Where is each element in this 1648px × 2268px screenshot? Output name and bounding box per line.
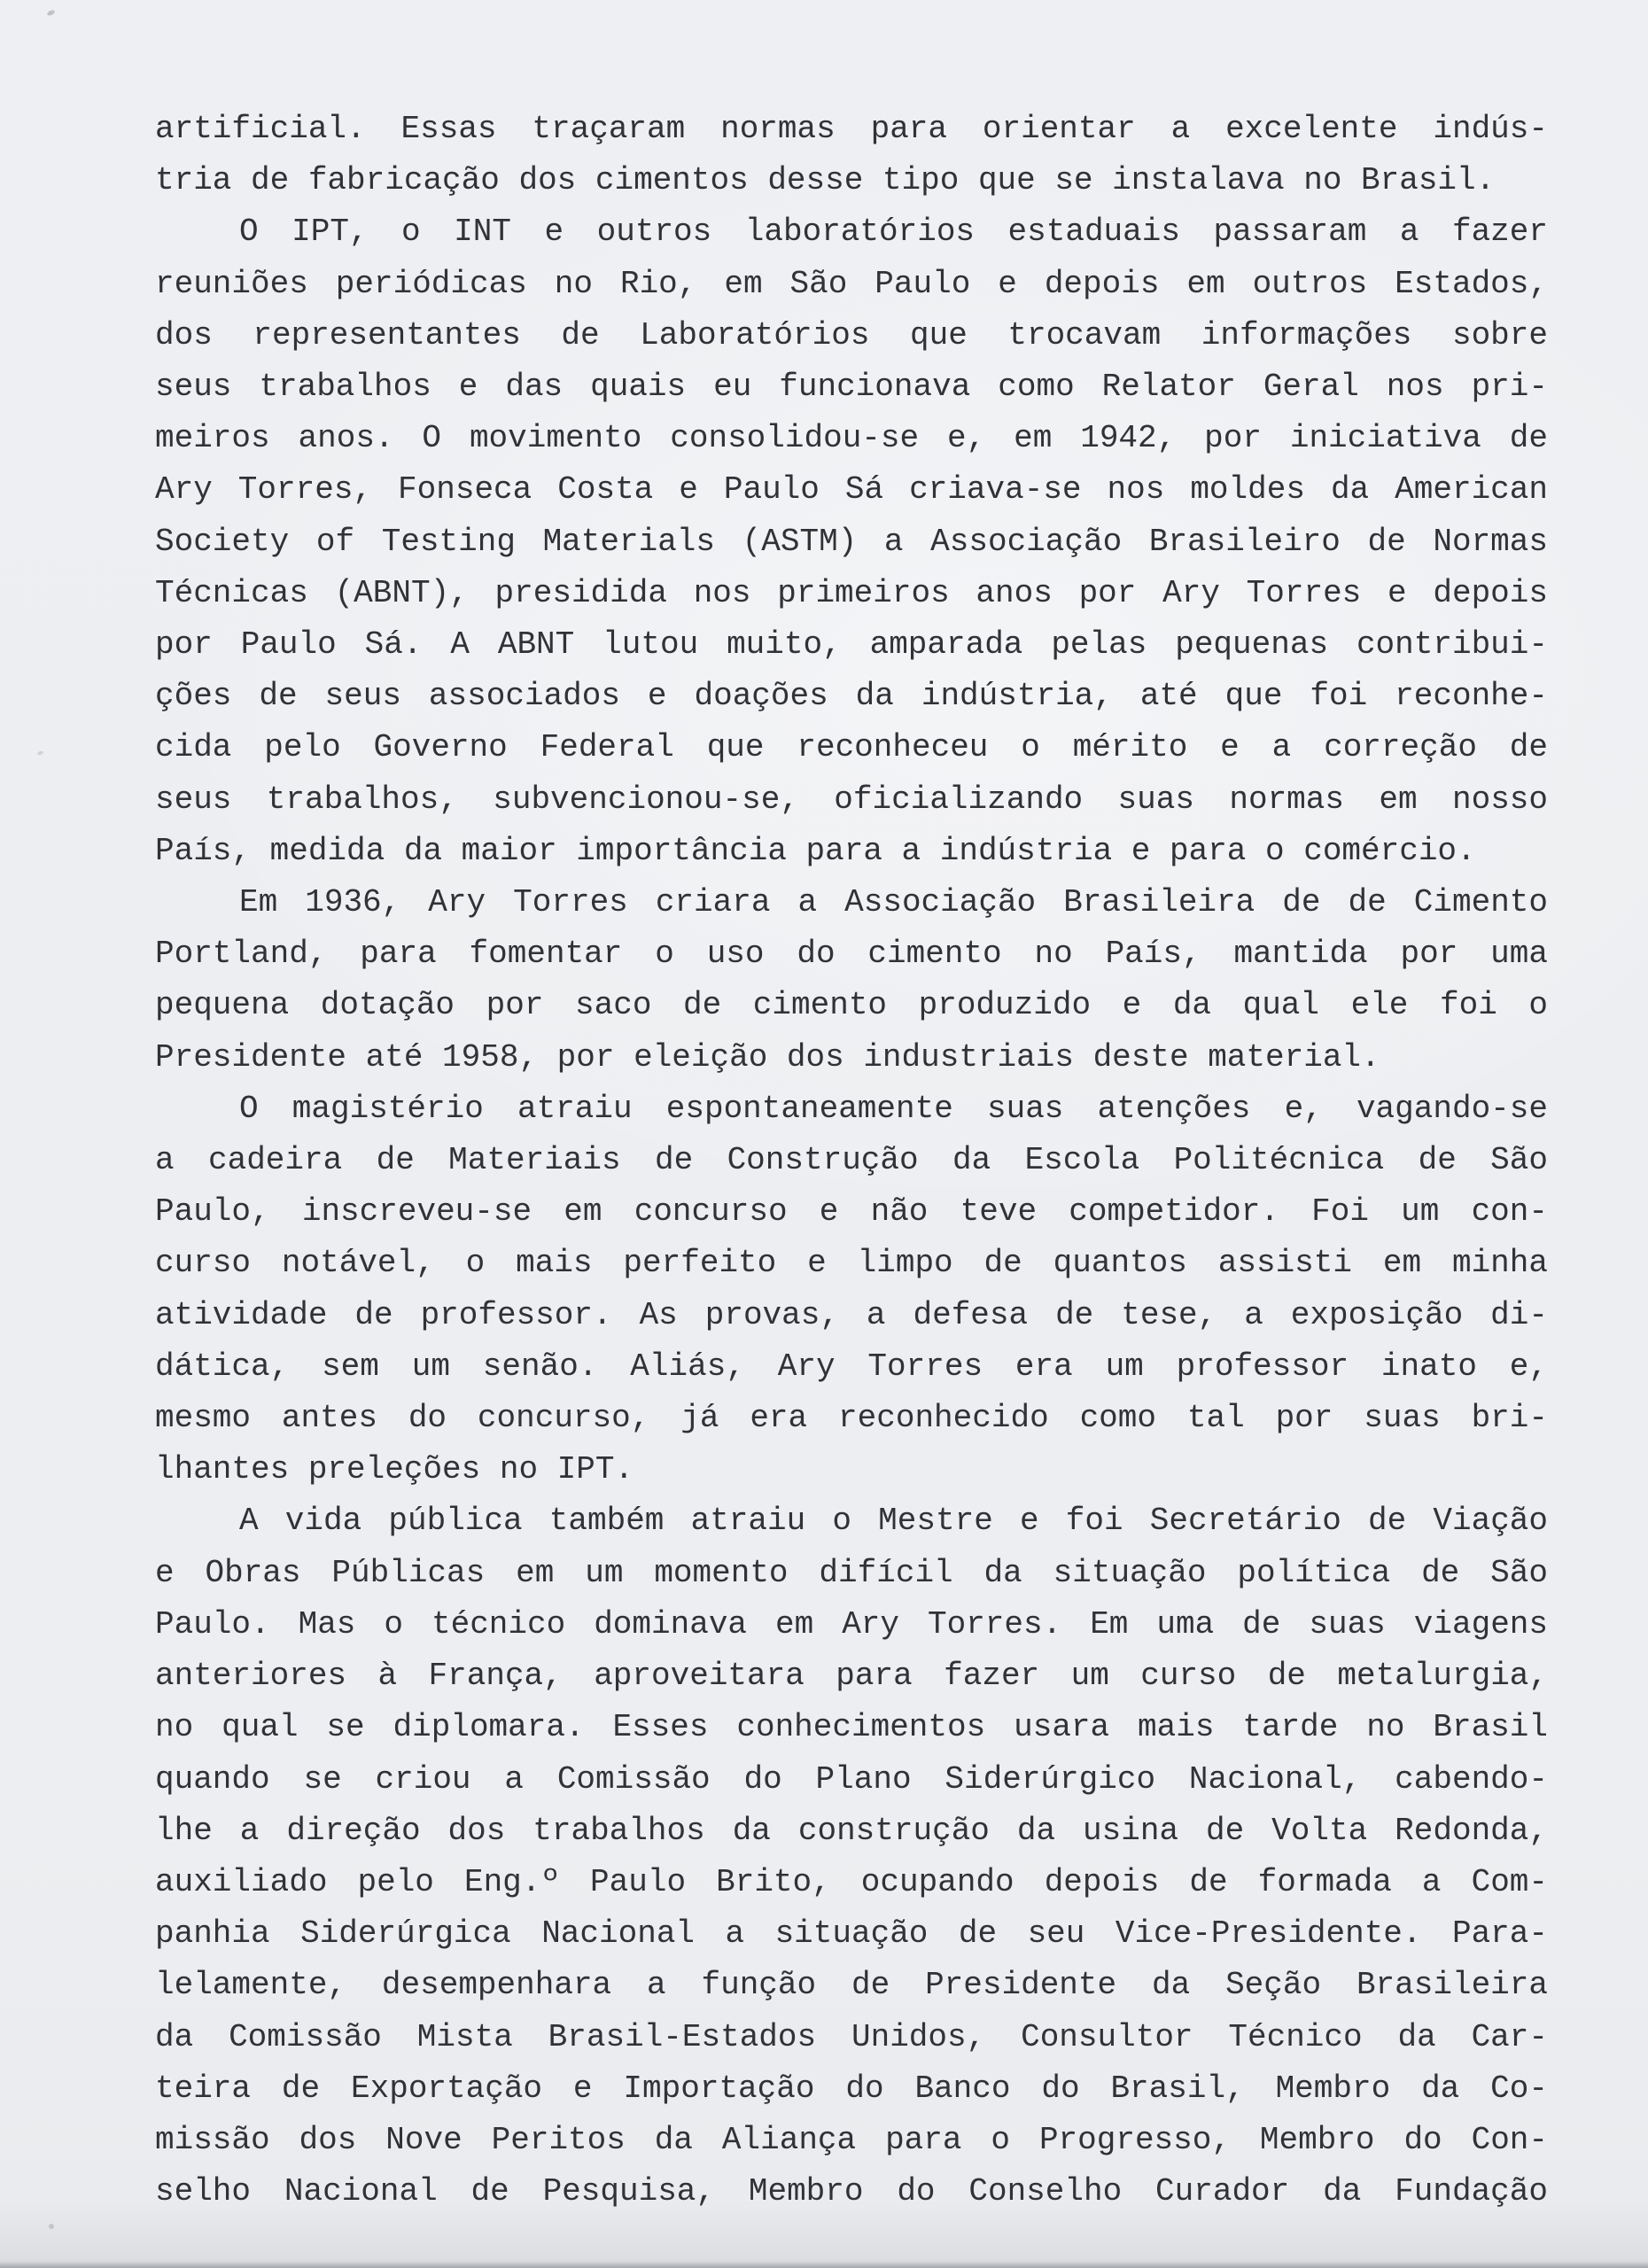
text-line: A vida pública também atraiu o Mestre e foi Secretário de Viação (239, 1503, 1548, 1540)
text-line: lhantes preleções no IPT. (155, 1451, 634, 1488)
text-line: dos representantes de Laboratórios que trocavam informações sobre (155, 316, 1548, 353)
text-line: atividade de professor. As provas, a defesa de tese, a exposição di- (155, 1296, 1548, 1333)
text-line: lelamente, desempenhara a função de Presidente da Seção Brasileira (155, 1967, 1548, 2004)
scan-bottom-edge (0, 2262, 1648, 2268)
text-line: panhia Siderúrgica Nacional a situação de seu Vice-Presidente. Para- (155, 1915, 1548, 1953)
text-line: tria de fabricação dos cimentos desse tipo que se instalava no Brasil. (155, 162, 1496, 199)
text-line: lhe a direção dos trabalhos da construção da usina de Volta Redonda, (155, 1812, 1548, 1849)
text-line: Ary Torres, Fonseca Costa e Paulo Sá criava-se nos moldes da American (155, 471, 1548, 509)
text-line: anteriores à França, aproveitara para fazer um curso de metalurgia, (155, 1658, 1548, 1695)
text-line: Presidente até 1958, por eleição dos industriais deste material. (155, 1038, 1380, 1076)
text-line: no qual se diplomara. Esses conhecimentos usara mais tarde no Brasil (155, 1709, 1548, 1746)
text-line: auxiliado pelo Eng.º Paulo Brito, ocupando depois de formada a Com- (155, 1863, 1548, 1900)
text-line: cida pelo Governo Federal que reconheceu o mérito e a correção de (155, 729, 1548, 766)
text-line: Paulo, inscreveu-se em concurso e não teve competidor. Foi um con- (155, 1193, 1548, 1231)
text-line: mesmo antes do concurso, já era reconhecido como tal por suas bri- (155, 1400, 1548, 1437)
text-line: Paulo. Mas o técnico dominava em Ary Torres. Em uma de suas viagens (155, 1605, 1548, 1643)
text-line: quando se criou a Comissão do Plano Siderúrgico Nacional, cabendo- (155, 1760, 1548, 1798)
text-line: seus trabalhos, subvencionou-se, oficializando suas normas em nosso (155, 781, 1548, 818)
text-line: teira de Exportação e Importação do Banco do Brasil, Membro da Co- (155, 2070, 1548, 2107)
text-line: da Comissão Mista Brasil-Estados Unidos, Consultor Técnico da Car- (155, 2018, 1548, 2055)
text-line: dática, sem um senão. Aliás, Ary Torres era um professor inato e, (155, 1348, 1548, 1385)
scan-speck (49, 2224, 54, 2229)
text-line: curso notável, o mais perfeito e limpo de quantos assisti em minha (155, 1245, 1548, 1282)
text-line: O IPT, o INT e outros laboratórios estaduais passaram a fazer (239, 214, 1548, 251)
text-line: seus trabalhos e das quais eu funcionava como Relator Geral nos pri- (155, 369, 1548, 406)
text-line: selho Nacional de Pesquisa, Membro do Conselho Curador da Fundação (155, 2173, 1548, 2210)
text-line: meiros anos. O movimento consolidou-se e, em 1942, por iniciativa de (155, 420, 1548, 457)
text-line: missão dos Nove Peritos da Aliança para o Progresso, Membro do Con- (155, 2121, 1548, 2158)
text-line: ções de seus associados e doações da indústria, até que foi reconhe- (155, 678, 1548, 715)
text-line: País, medida da maior importância para a indústria e para o comércio. (155, 832, 1476, 869)
text-line: O magistério atraiu espontaneamente suas atenções e, vagando-se (239, 1090, 1548, 1127)
typewritten-text-block (155, 104, 1548, 2218)
text-line: Portland, para fomentar o uso do cimento no País, mantida por uma (155, 936, 1548, 973)
text-line: Society of Testing Materials (ASTM) a Associação Brasileiro de Normas (155, 523, 1548, 560)
scan-speck (37, 750, 44, 756)
text-line: Em 1936, Ary Torres criara a Associação Brasileira de de Cimento (239, 884, 1548, 921)
text-line: a cadeira de Materiais de Construção da Escola Politécnica de São (155, 1142, 1548, 1179)
text-line: por Paulo Sá. A ABNT lutou muito, amparada pelas pequenas contribui- (155, 626, 1548, 664)
text-line: reuniões periódicas no Rio, em São Paulo e depois em outros Estados, (155, 265, 1548, 302)
text-line: e Obras Públicas em um momento difícil da situação política de São (155, 1554, 1548, 1591)
text-line: Técnicas (ABNT), presidida nos primeiros anos por Ary Torres e depois (155, 574, 1548, 611)
scan-speck (46, 9, 55, 16)
text-line: artificial. Essas traçaram normas para orientar a excelente indús- (155, 111, 1548, 147)
text-line: pequena dotação por saco de cimento produzido e da qual ele foi o (155, 987, 1548, 1024)
